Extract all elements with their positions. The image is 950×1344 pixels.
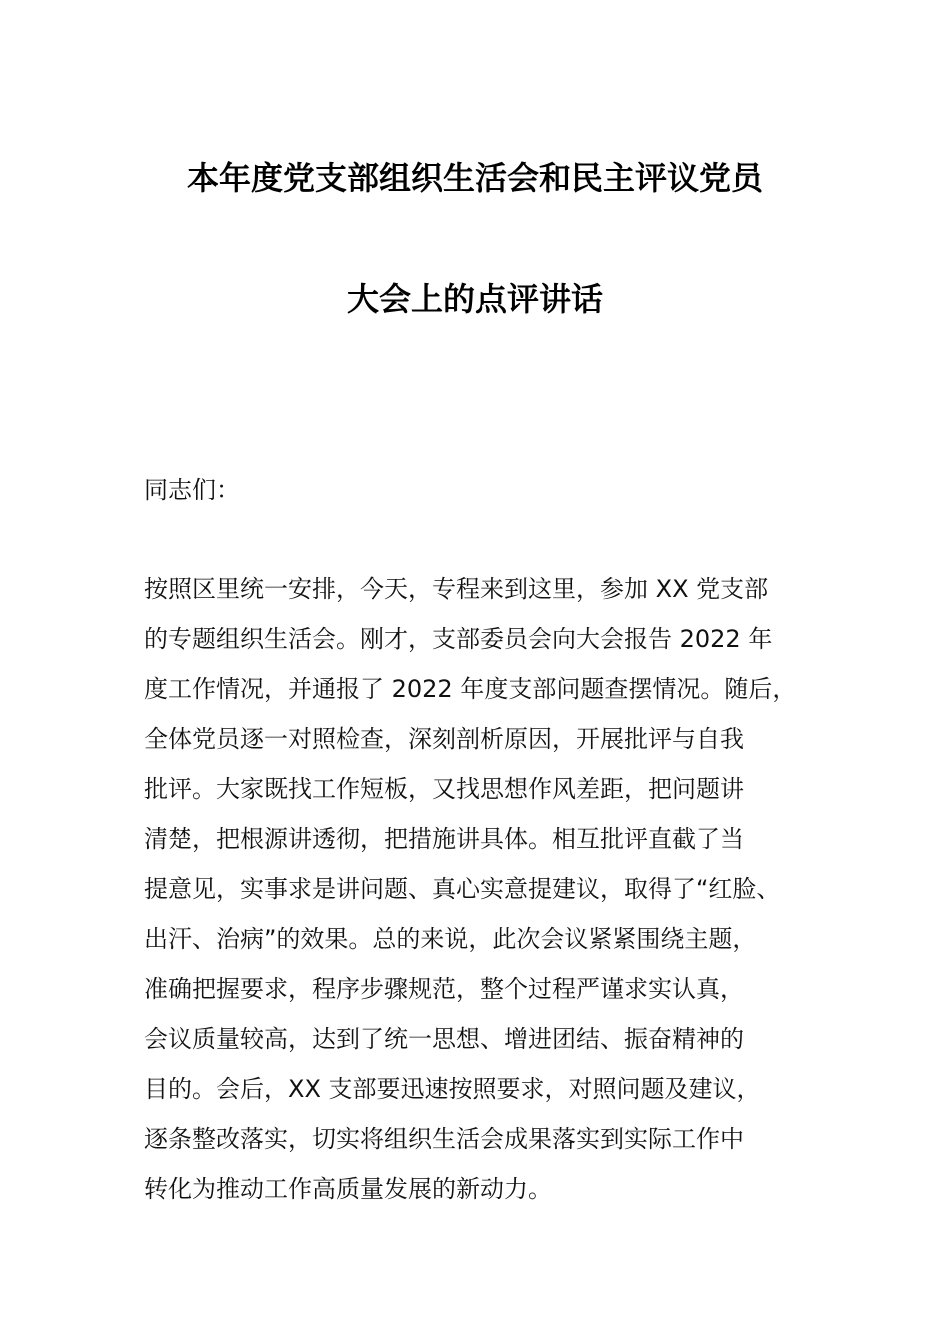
paragraph-line: 的专题组织生活会。刚才，支部委员会向大会报告 2022 年	[144, 625, 773, 653]
paragraph-line: 度工作情况，并通报了 2022 年度支部问题查摆情况。随后，	[144, 675, 797, 703]
paragraph-line: 出汗、治病”的效果。总的来说，此次会议紧紧围绕主题，	[144, 925, 757, 953]
paragraph-line: 按照区里统一安排，今天，专程来到这里，参加 XX 党支部	[144, 575, 769, 603]
paragraph-line: 准确把握要求，程序步骤规范，整个过程严谨求实认真，	[144, 975, 744, 1003]
paragraph-line: 提意见，实事求是讲问题、真心实意提建议，取得了“红脸、	[144, 875, 781, 903]
paragraph-line: 批评。大家既找工作短板，又找思想作风差距，把问题讲	[144, 775, 744, 803]
salutation: 同志们：	[144, 476, 240, 504]
paragraph-line: 转化为推动工作高质量发展的新动力。	[144, 1175, 552, 1203]
document-title-line-2: 大会上的点评讲话	[346, 280, 603, 318]
document-title-line-1: 本年度党支部组织生活会和民主评议党员	[186, 159, 763, 197]
paragraph-line: 目的。会后，XX 支部要迅速按照要求，对照问题及建议，	[144, 1075, 761, 1103]
paragraph-line: 逐条整改落实，切实将组织生活会成果落实到实际工作中	[144, 1125, 744, 1153]
paragraph-line: 全体党员逐一对照检查，深刻剖析原因，开展批评与自我	[144, 725, 744, 753]
body-paragraph	[144, 572, 844, 1222]
paragraph-line: 会议质量较高，达到了统一思想、增进团结、振奋精神的	[144, 1025, 744, 1053]
paragraph-line: 清楚，把根源讲透彻，把措施讲具体。相互批评直截了当	[144, 825, 744, 853]
